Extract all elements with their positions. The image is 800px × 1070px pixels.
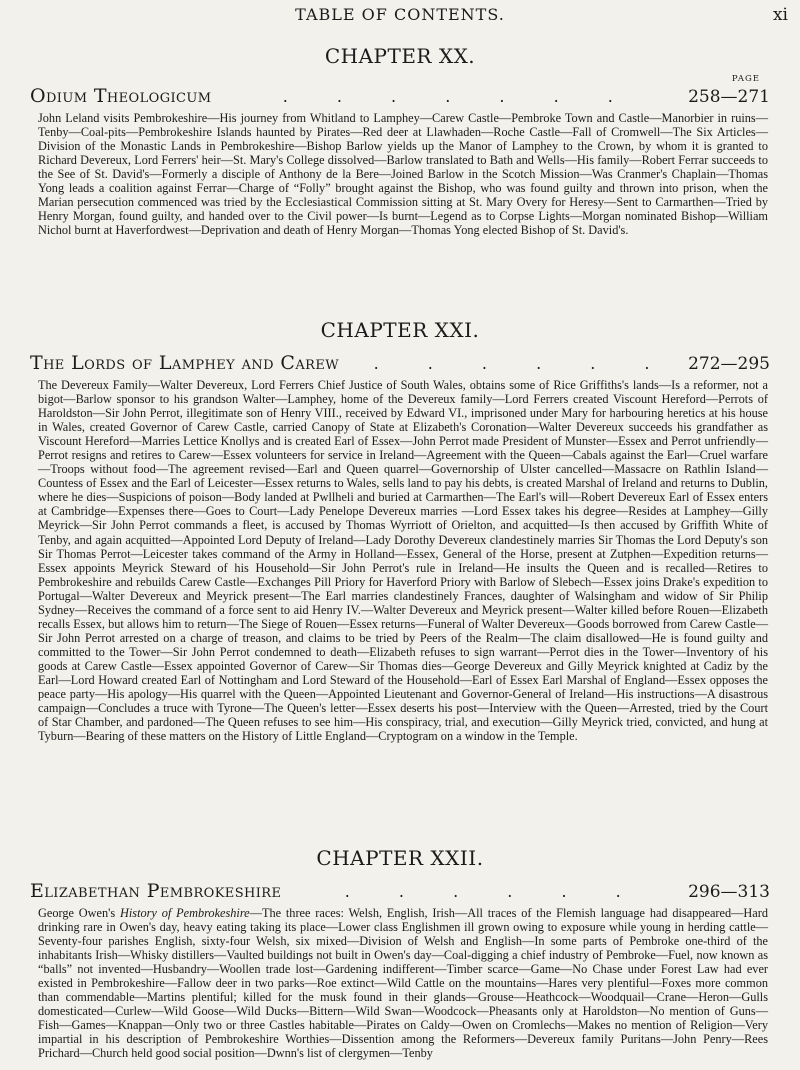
chapter-heading: CHAPTER XX. bbox=[324, 44, 476, 68]
chapter-xx bbox=[30, 44, 770, 237]
chapter-summary: John Leland visits Pembrokeshire—His journey from Whitland to Lamphey—Carew Castle—Pembroke Town and Castle—Manorbier in ruins—Tenby—Coal-pits—Pembrokeshire Islands haunted by Pirates—Red deer at Llawhaden—Roche Castle—Fall of Cromwell—The Six Articles—Division of the Monastic Lands in Pembrokeshire—Bishop Barlow yields up the Manor of Lamphey to the Crown, by whom it is granted to Richard Devereux, Lord Ferrers' heir—St. Mary's College dissolved—Barlow translated to Bath and Wells—His family—Robert Ferrar succeeds to the See of St. David's—Formerly a disciple of Anthony de la Bere—Joined Barlow in the Scotch Mission—Was Cranmer's Chaplain—Thomas Yong leads a coalition against Ferrar—Charge of “Folly” brought against the Bishop, who was found guilty and thrown into prison, when the Marian persecution commenced was tried by the Ecclesiastical Commission sitting at St. Mary Overy for Heresy—Sent to Carmarthen—Tried by Henry Morgan, found guilty, and handed over to the Civil power—Is burnt—Legend as to Corpse Lights—Morgan nominated Bishop—William Nichol burnt at Haverfordwest—Deprivation and death of Henry Morgan—Thomas Yong elected Bishop of St. David's. bbox=[38, 111, 768, 238]
chapter-title: Elizabethan Pembrokeshire bbox=[30, 880, 282, 902]
dot-leader: . . . . . . bbox=[373, 354, 672, 373]
page-numeral: xi bbox=[772, 5, 788, 25]
chapter-title: Odium Theologicum bbox=[30, 85, 212, 107]
book-title: History of Pembrokeshire bbox=[120, 906, 250, 920]
dot-leader: . . . . . . bbox=[344, 882, 643, 901]
chapter-title-line bbox=[30, 352, 770, 374]
summary-lead: George Owen's bbox=[38, 906, 120, 920]
page-column-label: PAGE bbox=[731, 74, 760, 84]
chapter-heading: CHAPTER XXII. bbox=[316, 846, 484, 870]
page-range: 296—313 bbox=[688, 882, 770, 902]
chapter-xxii bbox=[30, 846, 770, 1061]
chapter-title-line bbox=[30, 880, 770, 902]
chapter-title: The Lords of Lamphey and Carew bbox=[30, 352, 339, 374]
running-head bbox=[0, 5, 800, 27]
summary-rest: —The three races: Welsh, English, Irish—All traces of the Flemish language had disappeared—Hard drinking rare in Owen's day, heavy eating taking its place—Lower class Englishmen ill grown owing to exposure while young in herding cattle—Seventy-four parishes English, sixty-four Welsh, six mixed—Division of Welsh and English—In some parts of Pembroke one-third of the inhabitants Irish—Whisky distillers—Vaulted buildings not built in Owen's day—Coal-digging a chief industry of Pembroke—Fuel, now known as “balls” not invented—Husbandry—Woollen trade lost—Gardening indifferent—Timber scarce—Game—No Chase under Forest Law had ever existed in Pembrokeshire—Fallow deer in two parks—Roe extinct—Wild Cattle on the mountains—Hares very plentiful—Foxes more common than commendable—Martins plentiful; killed for the musk found in their glands—Grouse—Heathcock—Woodquail—Crane—Heron—Gulls domesticated—Curlew—Wild Goose—Wild Ducks—Bittern—Wild Swan—Woodcock—Pheasants only at Haroldston—No mention of Guns—Fish—Games—Knappan—Only two or three Castles habitable—Pirates on Caldy—Owen on Cromlechs—Makes no mention of Religion—Very impartial in his description of Pembrokeshire Worthies—Dissention among the Reformers—Devereux family Puritans—John Penry—Rees Prichard—Church held good social position—Dwnn's list of clergymen—Tenby bbox=[38, 906, 769, 1061]
page-range: 272—295 bbox=[688, 354, 770, 374]
chapter-summary: The Devereux Family—Walter Devereux, Lord Ferrers Chief Justice of South Wales, obtains some of Rice Griffiths's lands—Is a reformer, not a bigot—Barlow sponsor to his grandson Walter—Lamphey, home of the Devereux family—Lord Ferrers created Viscount Hereford—Perrots of Haroldston—Sir John Perrot, illegitimate son of Henry VIII., received by Edward VI., imprisoned under Mary for harbouring heretics at his house in Wales, created Governor of Carew Castle, carried Canopy of State at Elizabeth's Coronation—Walter Devereux succeeds his grandfather as Viscount Hereford—Marries Lettice Knollys and is created Earl of Essex—John Perrot made President of Munster—Essex and Perrot unfriendly—Perrot resigns and retires to Carew—Essex volunteers for service in Ireland—Agreement with the Queen—Cabals against the Earl—Cruel warfare—Troops without food—The agreement revised—Earl and Queen quarrel—Governorship of Ulster cancelled—Massacre on Rathlin Island—Countess of Essex and the Earl of Leicester—Essex returns to Wales, sells land to pay his debts, is created Marshal of Ireland and returns to Dublin, where he dies—Suspicions of poison—Body landed at Pwllheli and buried at Carmarthen—The Earl's will—Robert Devereux Earl of Essex enters at Cambridge—Expenses there—Goes to Court—Lady Penelope Devereux marries —Lord Essex takes his degree—Resides at Lamphey—Gilly Meyrick—Sir John Perrot commands a fleet, is accused by Thomas Wyrriott of Orielton, and acquitted—Is then accused by Griffith White of Tenby, and again acquitted—Appointed Lord Deputy of Ireland—Lady Dorothy Devereux clandestinely marries Sir Thomas the Lord Deputy's son Sir Thomas Perrot—Leicester takes command of the Army in Holland—Essex, General of the Horse, present at Zutphen—Expedition returns—Essex appoints Meyrick Steward of his Household—Sir John Perrot's rule in Ireland—He insults the Queen and is recalled—Retires to Pembrokeshire and rebuilds Carew Castle—Exchanges Pill Priory for Haverford Priory with Barlow of Slebech—Essex joins Drake's expedition to Portugal—Walter Devereux and Meyrick present—The Earl marries clandestinely Frances, daughter of Walsingham and widow of Sir Philip Sydney—Receives the command of a force sent to aid Henry IV.—Walter Devereux and Meyrick present—Walter killed before Rouen—Elizabeth recalls Essex, but allows him to return—The Siege of Rouen—Essex returns—Funeral of Walter Devereux—Goods borrowed from Carew Castle—Sir John Perrot arrested on a charge of treason, and claims to be tried by Peers of the Realm—The claim disallowed—He is found guilty and committed to the Tower—Sir John Perrot condemned to death—Elizabeth refuses to sign warrant—Perrot dies in the Tower—Inventory of his goods at Carew Castle—Essex appointed Governor of Carew—Sir Thomas dies—George Devereux and Gilly Meyrick knighted at Cadiz by the Earl—Lord Howard created Earl of Nottingham and Lord Steward of the Household—Earl of Essex Earl Marshal of England—Essex opposes the peace party—His apology—His quarrel with the Queen—Appointed Lieutenant and Governor-General of Ireland—His instructions—A disastrous campaign—Concludes a truce with Tyrone—The Queen's letter—Essex deserts his post—Interview with the Queen—Arrested, tried by the Court of Star Chamber, and pardoned—The Queen refuses to see him—His conspiracy, trial, and execution—Gilly Meyrick tried, convicted, and hung at Tyburn—Bearing of these matters on the History of Little England—Cryptogram on a window in the Temple. bbox=[38, 378, 768, 744]
chapter-xxi bbox=[30, 318, 770, 743]
chapter-title-line bbox=[30, 85, 770, 107]
dot-leader: . . . . . . . bbox=[282, 87, 635, 106]
chapter-heading: CHAPTER XXI. bbox=[320, 318, 480, 342]
chapter-summary bbox=[30, 906, 770, 1061]
page-range: 258—271 bbox=[688, 87, 770, 107]
running-title: TABLE OF CONTENTS. bbox=[295, 5, 505, 24]
